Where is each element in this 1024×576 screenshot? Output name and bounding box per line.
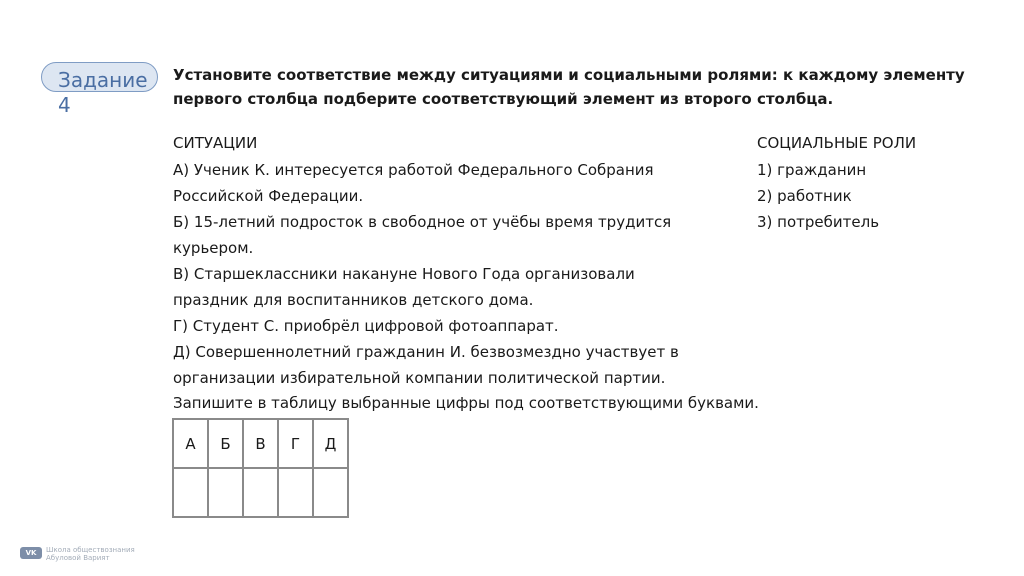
- roles-title: СОЦИАЛЬНЫЕ РОЛИ: [757, 134, 917, 152]
- situations-list: [173, 157, 693, 391]
- task-number-label: Задание 4: [58, 68, 148, 117]
- situation-item: А) Ученик К. интересуется работой Федерального Собрания Российской Федерации.: [173, 161, 654, 205]
- vk-logo-icon: VK: [20, 547, 42, 559]
- answer-cell[interactable]: [208, 468, 243, 517]
- footer-watermark: [46, 546, 135, 562]
- answer-cell[interactable]: [173, 468, 208, 517]
- role-item: 2) работник: [757, 187, 852, 205]
- situation-item: Б) 15-летний подросток в свободное от учёбы время трудится курьером.: [173, 213, 672, 257]
- situations-title: СИТУАЦИИ: [173, 134, 258, 152]
- letter-cell: А: [173, 419, 208, 468]
- letter-cell: В: [243, 419, 278, 468]
- answer-table-header-row: [173, 419, 348, 468]
- letter-cell: Д: [313, 419, 348, 468]
- letter-cell: Г: [278, 419, 313, 468]
- situation-item: Д) Совершеннолетний гражданин И. безвозмездно участвует в организации избирательной компании политической партии.: [173, 343, 679, 387]
- role-item: 1) гражданин: [757, 161, 867, 179]
- answer-cell[interactable]: [313, 468, 348, 517]
- footer-line: Абуловой Варият: [46, 554, 110, 562]
- roles-list: [757, 157, 879, 235]
- situation-item: Г) Студент С. приобрёл цифровой фотоаппарат.: [173, 317, 559, 335]
- answer-table: [172, 418, 349, 518]
- answer-cell[interactable]: [243, 468, 278, 517]
- letter-cell: Б: [208, 419, 243, 468]
- answer-cell[interactable]: [278, 468, 313, 517]
- footer-line: Школа обществознания: [46, 546, 135, 554]
- role-item: 3) потребитель: [757, 213, 880, 231]
- situation-item: В) Старшеклассники накануне Нового Года организовали праздник для воспитанников детского дома.: [173, 265, 635, 309]
- instruction-text: Запишите в таблицу выбранные цифры под соответствующими буквами.: [173, 394, 759, 412]
- task-heading: Установите соответствие между ситуациями и социальными ролями: к каждому элементу первого столбца подберите соответствующий элемент из второго столбца.: [173, 66, 965, 108]
- answer-table-input-row: [173, 468, 348, 517]
